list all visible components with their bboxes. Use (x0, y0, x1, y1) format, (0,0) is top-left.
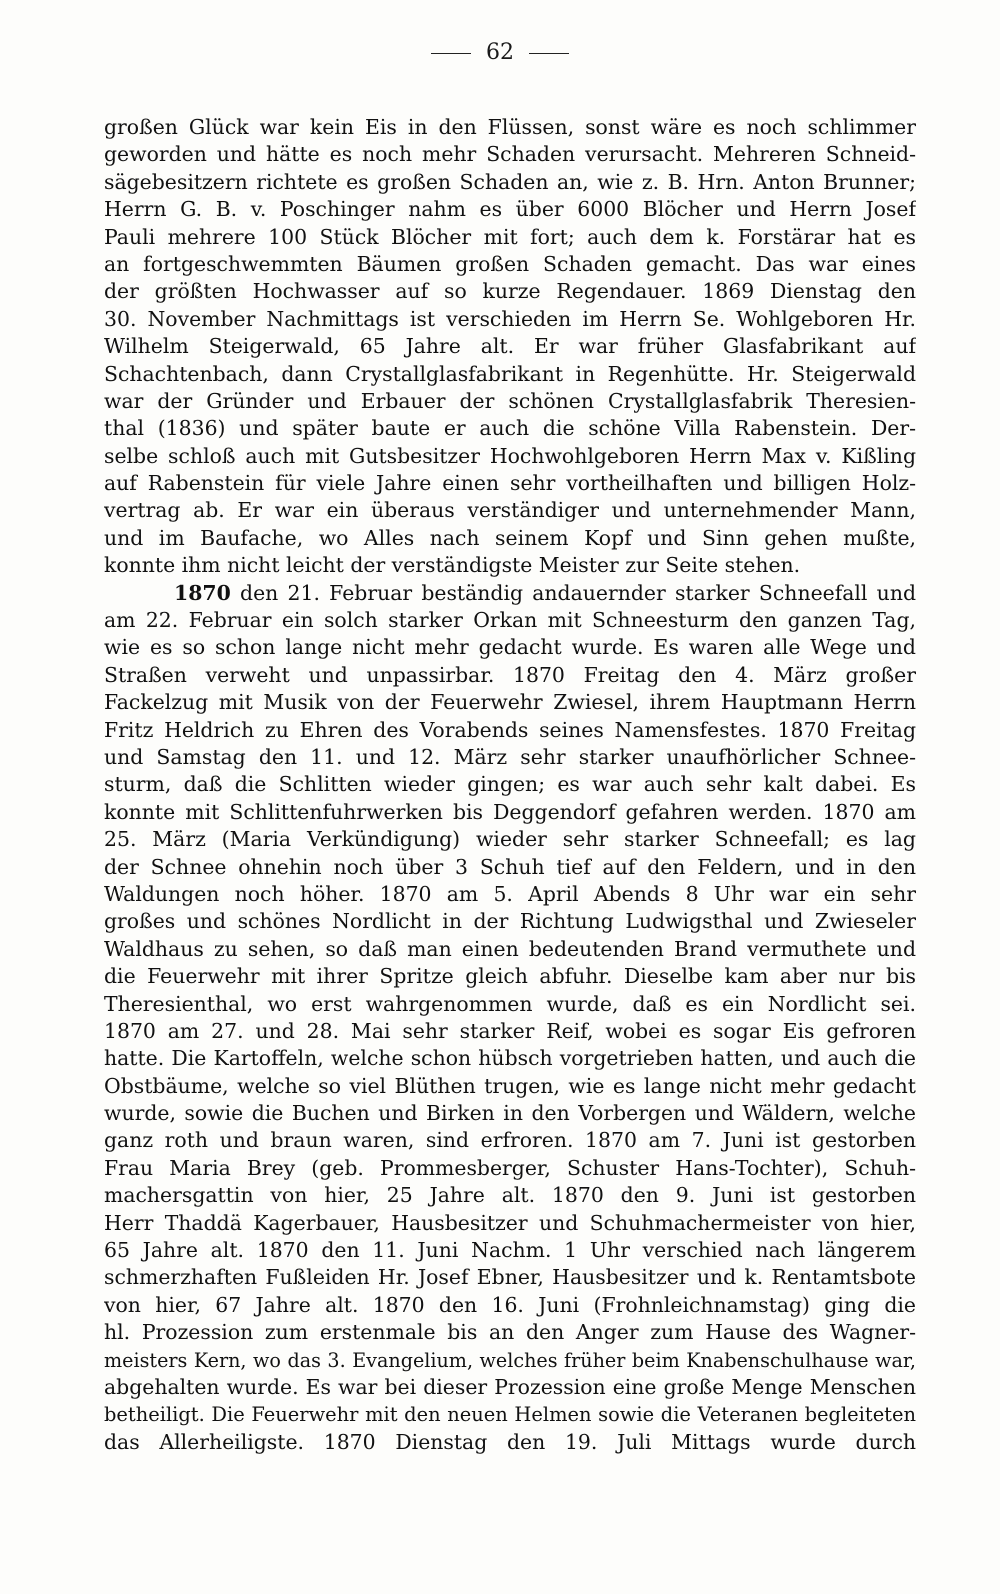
text-line: selbe schloß auch mit Gutsbesitzer Hochwohlgeboren Herrn Max v. Kißling (104, 443, 916, 468)
text-line: abgehalten wurde. Es war bei dieser Prozession eine große Menge Menschen (104, 1374, 916, 1399)
text-line: sägebesitzern richtete es großen Schaden an, wie z. B. Hrn. Anton Brunner; (104, 169, 916, 194)
text-line: war der Gründer und Erbauer der schönen Crystallglasfabrik Theresien- (104, 388, 916, 413)
text-line: Schachtenbach, dann Crystallglasfabrikant in Regenhütte. Hr. Steigerwald (104, 361, 916, 386)
text-line: thal (1836) und später baute er auch die schöne Villa Rabenstein. Der- (104, 416, 916, 441)
text-line: Pauli mehrere 100 Stück Blöcher mit fort; auch dem k. Forstärar hat es (104, 224, 916, 249)
text-line: 30. November Nachmittags ist verschieden im Herrn Se. Wohlgeboren Hr. (104, 306, 916, 331)
header-dash-right (529, 53, 569, 54)
text-line: ganz roth und braun waren, sind erfroren. 1870 am 7. Juni ist gestorben (104, 1128, 916, 1153)
text-line: Theresienthal, wo erst wahrgenommen wurde, daß es ein Nordlicht sei. (104, 991, 916, 1016)
text-line: schmerzhaften Fußleiden Hr. Josef Ebner, Hausbesitzer und k. Rentamtsbote (104, 1265, 916, 1290)
text-line: am 22. Februar ein solch starker Orkan mit Schneesturm den ganzen Tag, (104, 608, 916, 633)
body-text (104, 114, 916, 1456)
text-line: geworden und hätte es noch mehr Schaden verursacht. Mehreren Schneid- (104, 142, 916, 167)
text-line: 25. März (Maria Verkündigung) wieder sehr starker Schneefall; es lag (104, 827, 916, 852)
text-line: Fackelzug mit Musik von der Feuerwehr Zwiesel, ihrem Hauptmann Herrn (104, 690, 916, 715)
text-line: hatte. Die Kartoffeln, welche schon hübsch vorgetrieben hatten, und auch die (104, 1046, 916, 1071)
text-line: Waldhaus zu sehen, so daß man einen bedeutenden Brand vermuthete und (104, 936, 916, 961)
text-line: an fortgeschwemmten Bäumen großen Schaden gemacht. Das war eines (104, 251, 916, 276)
text-line: machersgattin von hier, 25 Jahre alt. 1870 den 9. Juni ist gestorben (104, 1183, 916, 1208)
text-line: Herrn G. B. v. Poschinger nahm es über 6000 Blöcher und Herrn Josef (104, 197, 916, 222)
text-line: das Allerheiligste. 1870 Dienstag den 19. Juli Mittags wurde durch (104, 1429, 916, 1454)
text-line: wie es so schon lange nicht mehr gedacht wurde. Es waren alle Wege und (104, 635, 916, 660)
header-dash-left (431, 53, 471, 54)
text-line: Straßen verweht und unpassirbar. 1870 Freitag den 4. März großer (104, 662, 916, 687)
text-line-paragraph-start (104, 580, 916, 607)
text-line: vertrag ab. Er war ein überaus verständiger und unternehmender Mann, (104, 498, 916, 523)
text-line: auf Rabenstein für viele Jahre einen sehr vortheilhaften und billigen Holz- (104, 471, 916, 496)
page-header (0, 40, 1000, 65)
text-line: der größten Hochwasser auf so kurze Regendauer. 1869 Dienstag den (104, 279, 916, 304)
text-line: und im Baufache, wo Alles nach seinem Kopf und Sinn gehen mußte, (104, 525, 916, 550)
text-line: großes und schönes Nordlicht in der Richtung Ludwigsthal und Zwieseler (104, 909, 916, 934)
text-line: Waldungen noch höher. 1870 am 5. April Abends 8 Uhr war ein sehr (104, 881, 916, 906)
text-line: die Feuerwehr mit ihrer Spritze gleich abfuhr. Dieselbe kam aber nur bis (104, 964, 916, 989)
text-line: betheiligt. Die Feuerwehr mit den neuen Helmen sowie die Veteranen begleiteten (104, 1403, 916, 1427)
text-line: 1870 am 27. und 28. Mai sehr starker Reif, wobei es sogar Eis gefroren (104, 1018, 916, 1043)
page-number: 62 (486, 40, 514, 65)
text-line: konnte mit Schlittenfuhrwerken bis Deggendorf gefahren werden. 1870 am (104, 799, 916, 824)
text-line: Obstbäume, welche so viel Blüthen trugen, wie es lange nicht mehr gedacht (104, 1073, 916, 1098)
text-line: konnte ihm nicht leicht der verständigste Meister zur Seite stehen. (104, 553, 801, 578)
text-line: wurde, sowie die Buchen und Birken in den Vorbergen und Wäldern, welche (104, 1101, 916, 1126)
text-line: und Samstag den 11. und 12. März sehr starker unaufhörlicher Schnee- (104, 744, 916, 769)
text-line: Frau Maria Brey (geb. Prommesberger, Schuster Hans-Tochter), Schuh- (104, 1155, 916, 1180)
text-line: meisters Kern, wo das 3. Evangelium, welches früher beim Knabenschulhause war, (104, 1348, 916, 1372)
text-line: Fritz Heldrich zu Ehren des Vorabends seines Namensfestes. 1870 Freitag (104, 717, 916, 742)
text-line: hl. Prozession zum erstenmale bis an den Anger zum Hause des Wagner- (104, 1320, 916, 1345)
paragraph-first-line: den 21. Februar beständig andauernder starker Schneefall und (240, 580, 916, 605)
text-line: Wilhelm Steigerwald, 65 Jahre alt. Er war früher Glasfabrikant auf (104, 334, 916, 359)
text-line: 65 Jahre alt. 1870 den 11. Juni Nachm. 1 Uhr verschied nach längerem (104, 1238, 916, 1263)
text-line: Herr Thaddä Kagerbauer, Hausbesitzer und Schuhmachermeister von hier, (104, 1210, 916, 1235)
paragraph-year: 1870 (174, 580, 231, 605)
text-line: sturm, daß die Schlitten wieder gingen; es war auch sehr kalt dabei. Es (104, 772, 916, 797)
text-line: von hier, 67 Jahre alt. 1870 den 16. Juni (Frohnleichnamstag) ging die (104, 1292, 916, 1317)
text-line: großen Glück war kein Eis in den Flüssen, sonst wäre es noch schlimmer (104, 115, 916, 139)
text-line: der Schnee ohnehin noch über 3 Schuh tief auf den Feldern, und in den (104, 854, 916, 879)
